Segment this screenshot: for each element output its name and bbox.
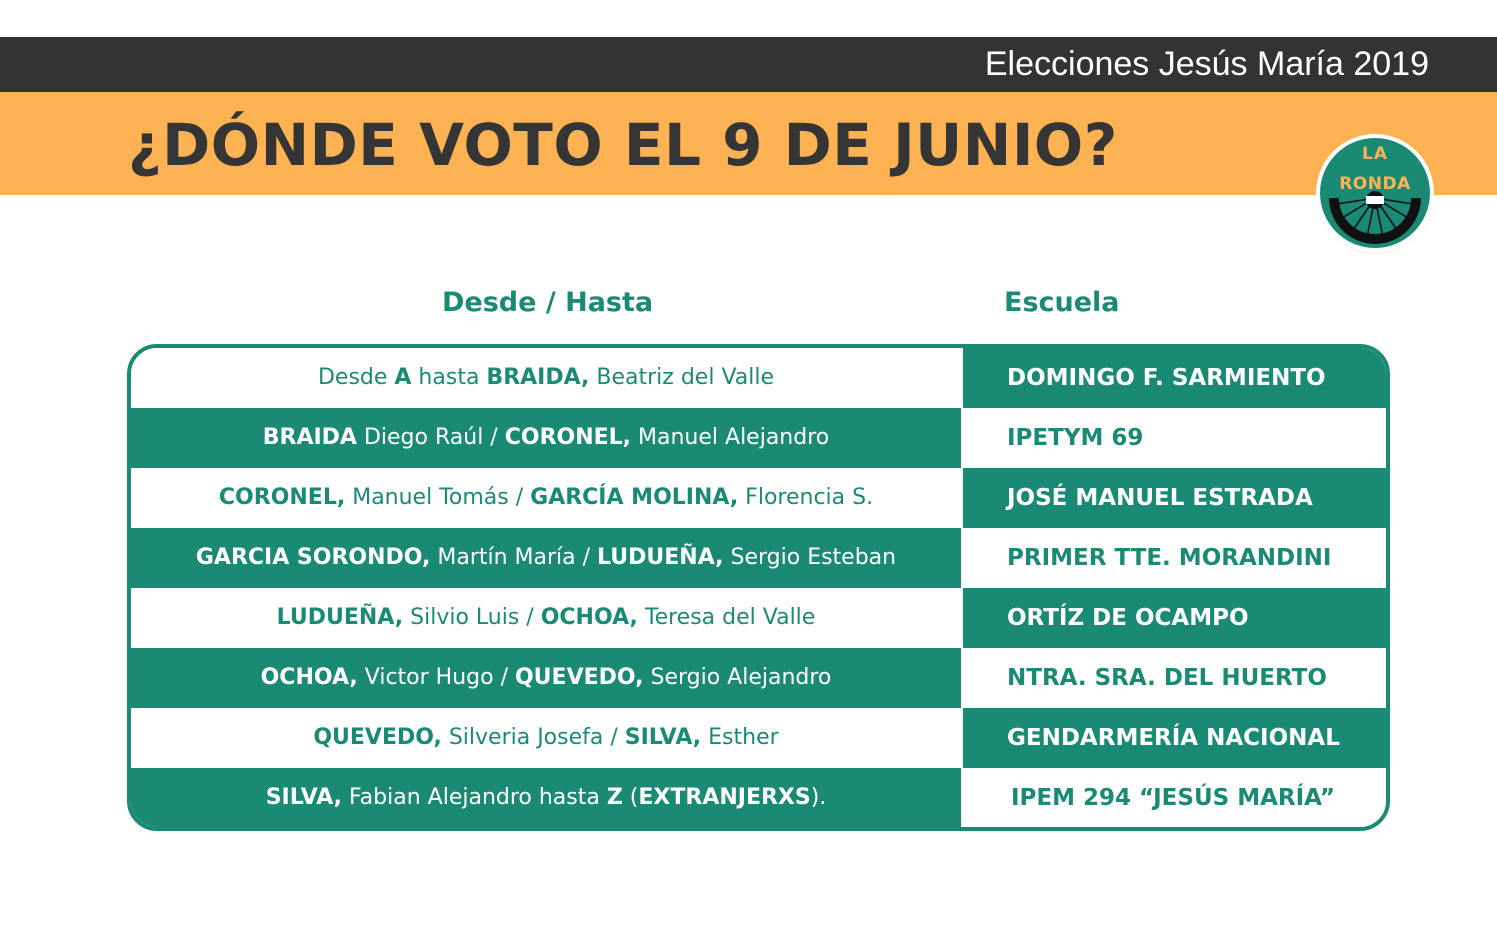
headline: ¿DÓNDE VOTO EL 9 DE JUNIO? bbox=[128, 111, 1118, 179]
range-segment: ). bbox=[810, 785, 827, 810]
table-row bbox=[131, 588, 1386, 648]
school-cell: PRIMER TTE. MORANDINI bbox=[963, 528, 1386, 588]
school-cell: JOSÉ MANUEL ESTRADA bbox=[963, 468, 1386, 528]
range-segment: OCHOA, bbox=[540, 605, 638, 630]
column-header-range: Desde / Hasta bbox=[442, 287, 654, 318]
range-segment: EXTRANJERXS bbox=[638, 785, 811, 810]
range-segment: Diego Raúl / bbox=[356, 425, 505, 450]
column-header-school: Escuela bbox=[1004, 287, 1120, 318]
range-segment: Teresa del Valle bbox=[637, 605, 816, 630]
range-segment: BRAIDA bbox=[262, 425, 357, 450]
range-cell bbox=[131, 408, 961, 468]
range-segment: Sergio Esteban bbox=[723, 545, 897, 570]
range-segment: Manuel Tomás / bbox=[345, 485, 531, 510]
range-segment: SILVA, bbox=[265, 785, 343, 810]
logo-line-1: LA bbox=[1362, 144, 1388, 164]
range-segment: Silveria Josefa / bbox=[441, 725, 625, 750]
range-segment: LUDUEÑA, bbox=[276, 605, 404, 630]
range-cell bbox=[131, 708, 961, 768]
range-segment: BRAIDA, bbox=[486, 365, 590, 390]
table-row bbox=[131, 648, 1386, 708]
range-segment: LUDUEÑA, bbox=[597, 545, 724, 570]
range-cell bbox=[131, 468, 961, 528]
range-cell bbox=[131, 588, 961, 648]
range-segment: Esther bbox=[701, 725, 779, 750]
voting-table bbox=[127, 344, 1390, 831]
range-cell bbox=[131, 528, 961, 588]
range-segment: Beatriz del Valle bbox=[589, 365, 775, 390]
range-segment: ( bbox=[622, 785, 639, 810]
school-cell: GENDARMERÍA NACIONAL bbox=[963, 708, 1386, 768]
range-segment: Desde bbox=[317, 365, 395, 390]
range-segment: A bbox=[394, 365, 412, 390]
range-segment: OCHOA, bbox=[260, 665, 358, 690]
range-segment: GARCIA SORONDO, bbox=[195, 545, 431, 570]
range-segment: Florencia S. bbox=[738, 485, 874, 510]
school-cell: IPETYM 69 bbox=[963, 408, 1386, 468]
school-cell: IPEM 294 “JESÚS MARÍA” bbox=[963, 768, 1386, 828]
headline-bar bbox=[0, 92, 1497, 195]
range-cell bbox=[131, 648, 961, 708]
range-segment: QUEVEDO, bbox=[514, 665, 644, 690]
table-row bbox=[131, 468, 1386, 528]
range-segment: GARCÍA MOLINA, bbox=[530, 485, 739, 510]
table-row bbox=[131, 768, 1386, 828]
range-segment: Manuel Alejandro bbox=[631, 425, 830, 450]
table-row bbox=[131, 708, 1386, 768]
range-segment: Martín María / bbox=[430, 545, 598, 570]
table-row bbox=[131, 528, 1386, 588]
range-cell bbox=[131, 348, 961, 408]
range-segment: Fabian Alejandro hasta bbox=[342, 785, 607, 810]
table-row bbox=[131, 348, 1386, 408]
table-row bbox=[131, 408, 1386, 468]
range-segment: QUEVEDO, bbox=[313, 725, 442, 750]
radio-wheel-logo-icon bbox=[1320, 138, 1430, 248]
range-segment: Sergio Alejandro bbox=[643, 665, 832, 690]
range-cell bbox=[131, 768, 961, 828]
range-segment: hasta bbox=[411, 365, 487, 390]
logo-line-2: RONDA bbox=[1339, 174, 1411, 194]
school-cell: ORTÍZ DE OCAMPO bbox=[963, 588, 1386, 648]
top-bar bbox=[0, 37, 1497, 92]
range-segment: Silvio Luis / bbox=[403, 605, 541, 630]
school-cell: DOMINGO F. SARMIENTO bbox=[963, 348, 1386, 408]
top-title: Elecciones Jesús María 2019 bbox=[984, 45, 1429, 83]
range-segment: CORONEL, bbox=[218, 485, 346, 510]
range-segment: SILVA, bbox=[624, 725, 702, 750]
range-segment: CORONEL, bbox=[504, 425, 632, 450]
range-segment: Victor Hugo / bbox=[357, 665, 515, 690]
range-segment: Z bbox=[606, 785, 623, 810]
school-cell: NTRA. SRA. DEL HUERTO bbox=[963, 648, 1386, 708]
